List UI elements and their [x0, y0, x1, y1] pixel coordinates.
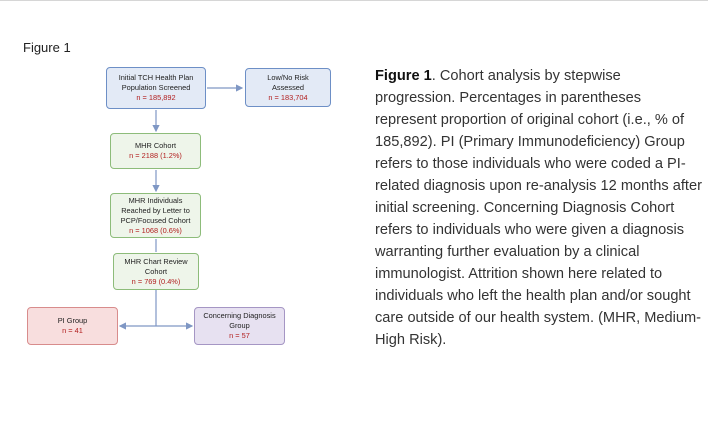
mhr-cohort-count: n = 2188 (1.2%): [129, 151, 182, 160]
lownorisk-count: n = 183,704: [268, 92, 308, 102]
initial-line1: Initial TCH Health Plan: [118, 73, 194, 82]
lownorisk-line2: Assessed: [271, 82, 305, 92]
low-no-risk-box: [245, 68, 331, 107]
figure-caption: [375, 65, 705, 351]
chart-review-line1: MHR Chart Review: [124, 256, 188, 266]
reached-line1: MHR Individuals: [128, 195, 183, 205]
lownorisk-line1: Low/No Risk: [267, 72, 309, 82]
reached-line2: Reached by Letter to: [121, 205, 190, 215]
pi-group-line1: PI Group: [57, 316, 88, 325]
concerning-diagnosis-box: [194, 307, 285, 345]
reached-count: n = 1068 (0.6%): [129, 225, 182, 235]
chart-review-box: [113, 253, 199, 290]
caption-title: Figure 1: [375, 68, 432, 84]
concerning-count: n = 57: [229, 331, 250, 340]
concerning-line2: Group: [229, 321, 250, 330]
chart-review-count: n = 769 (0.4%): [131, 276, 181, 286]
mhr-cohort-box: [110, 133, 201, 169]
figure-label: Figure 1: [23, 40, 71, 55]
chart-review-line2: Cohort: [144, 266, 168, 276]
mhr-cohort-line1: MHR Cohort: [134, 141, 177, 150]
concerning-line1: Concerning Diagnosis: [203, 311, 276, 320]
pi-group-box: [27, 307, 118, 345]
reached-cohort-box: [110, 193, 201, 238]
pi-group-count: n = 41: [62, 326, 83, 335]
reached-line3: PCP/Focused Cohort: [120, 215, 191, 225]
initial-line2: Population Screened: [121, 83, 191, 92]
initial-count: n = 185,892: [136, 93, 176, 102]
caption-text: . Cohort analysis by stepwise progression. Percentages in parentheses represent proportion of original cohort (i.e., % of 185,892). PI (Primary Immunodeficiency) Group refers to those individuals who were coded a PI-related diagnosis upon re-analysis 12 months after initial screening. Concerning Diagnosis Cohort refers to individuals who were given a diagnosis warranting further evaluation by a clinical immunologist. Attrition shown here related to individuals who left the health plan and/or sought care outside of our health system. (MHR, Medium-High Risk).: [375, 68, 702, 348]
initial-population-box: [106, 67, 206, 109]
